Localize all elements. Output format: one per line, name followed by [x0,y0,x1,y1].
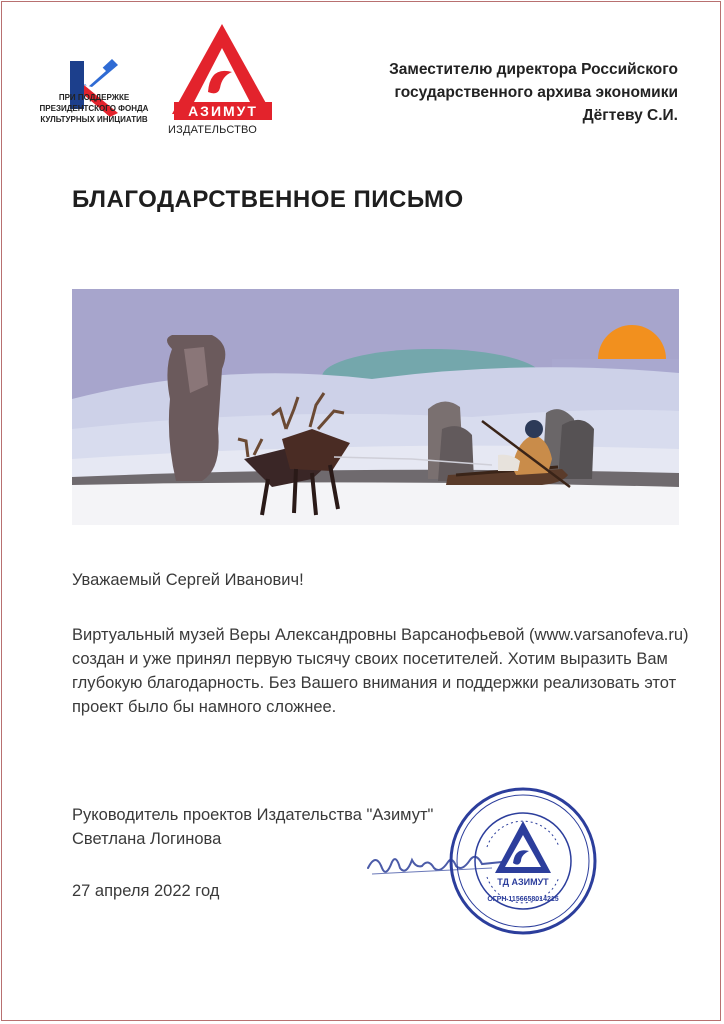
signer-title: Руководитель проектов Издательства "Азимут" [72,806,434,824]
signer-name: Светлана Логинова [72,830,222,848]
publisher-stamp [447,785,599,937]
letter-title: БЛАГОДАРСТВЕННОЕ ПИСЬМО [72,186,464,213]
presidential-fund-logo [40,32,146,142]
stamp-center-text: ТД АЗИМУТ [497,877,549,887]
tundra-reindeer-illustration [72,289,679,525]
fund-logo-text: ПРИ ПОДДЕРЖКЕ ПРЕЗИДЕНТСКОГО ФОНДА КУЛЬТУРНЫХ ИНИЦИАТИВ [39,93,149,124]
publisher-logo-subtitle: ИЗДАТЕЛЬСТВО [168,124,257,136]
letter-body: Виртуальный музей Веры Александровны Варсанофьевой (www.varsanofeva.ru) создан и уже принял первую тысячу своих посетителей. Хотим выразить Вам глубокую благодарность. Без Вашего внимания и поддержки реализовать этот проект было бы намного сложнее. [72,626,689,716]
stamp-ogrn: ОГРН 1156658014215 [487,896,559,903]
letter-date: 27 апреля 2022 год [72,882,220,900]
publisher-logo-name: АЗИМУТ [188,103,258,119]
addressee: Заместителю директора Российского государственного архива экономики Дёгтеву С.И. [389,61,678,124]
letter-greeting: Уважаемый Сергей Иванович! [72,571,304,589]
